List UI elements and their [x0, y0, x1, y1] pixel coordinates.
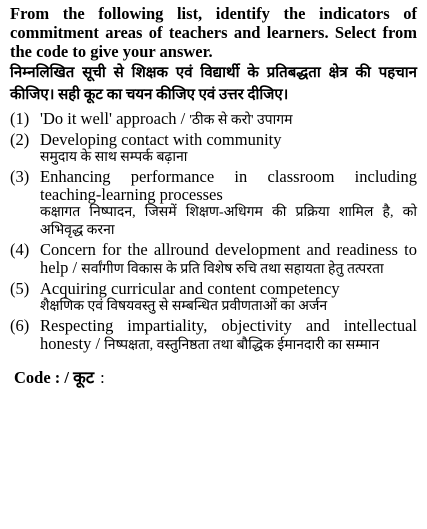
- option-number: (4): [10, 240, 30, 259]
- option-number: (3): [10, 167, 30, 186]
- option-text-english: Enhancing performance in classroom including teaching-learning processes: [40, 167, 417, 204]
- option-text-english: 'Do it well' approach /: [40, 109, 190, 128]
- option-text-english: Developing contact with community: [40, 130, 282, 149]
- option-text-hindi: समुदाय के साथ सम्पर्क बढ़ाना: [40, 150, 188, 165]
- code-colon: :: [100, 368, 105, 387]
- option-number: (1): [10, 109, 30, 128]
- option-number: (2): [10, 130, 30, 149]
- option-text-english: Respecting impartiality, objectivity and intellectual honesty /: [40, 316, 417, 353]
- option-text-hindi: शैक्षणिक एवं विषयवस्तु से सम्बन्धित प्रवीणताओं का अर्जन: [40, 299, 328, 314]
- options-list: [10, 110, 417, 355]
- option-number: (6): [10, 316, 30, 335]
- option-text-hindi: सर्वांगीण विकास के प्रति विशेष रुचि तथा सहायता हेतु तत्परता: [81, 262, 384, 277]
- option-text-hindi: निष्पक्षता, वस्तुनिष्ठता तथा बौद्धिक ईमानदारी का सम्मान: [104, 338, 380, 353]
- option-item-5: [10, 280, 417, 316]
- code-label-line: [14, 365, 417, 388]
- option-text-english: Acquiring curricular and content competency: [40, 279, 340, 298]
- option-item-1: [10, 110, 417, 130]
- option-item-2: [10, 131, 417, 167]
- option-text-hindi: कक्षागत निष्पादन, जिसमें शिक्षण-अधिगम की प्रक्रिया शामिल है, को अभिवृद्ध करना: [40, 205, 417, 238]
- option-item-4: [10, 241, 417, 279]
- question-text-hindi: निम्नलिखित सूची से शिक्षक एवं विद्यार्थी के प्रतिबद्धता क्षेत्र की पहचान कीजिए। सही कूट का चयन कीजिए एवं उत्तर दीजिए।: [10, 65, 417, 103]
- option-text-hindi: 'ठीक से करो' उपागम: [189, 113, 293, 128]
- code-label: Code : / कूट: [14, 368, 95, 387]
- question-text-english: From the following list, identify the indicators of commitment areas of teachers and learners. Select from the code to give your answer.: [10, 4, 417, 61]
- option-item-3: [10, 168, 417, 240]
- option-text-english: Concern for the allround development and readiness to help /: [40, 240, 417, 277]
- option-item-6: [10, 317, 417, 355]
- option-number: (5): [10, 279, 30, 298]
